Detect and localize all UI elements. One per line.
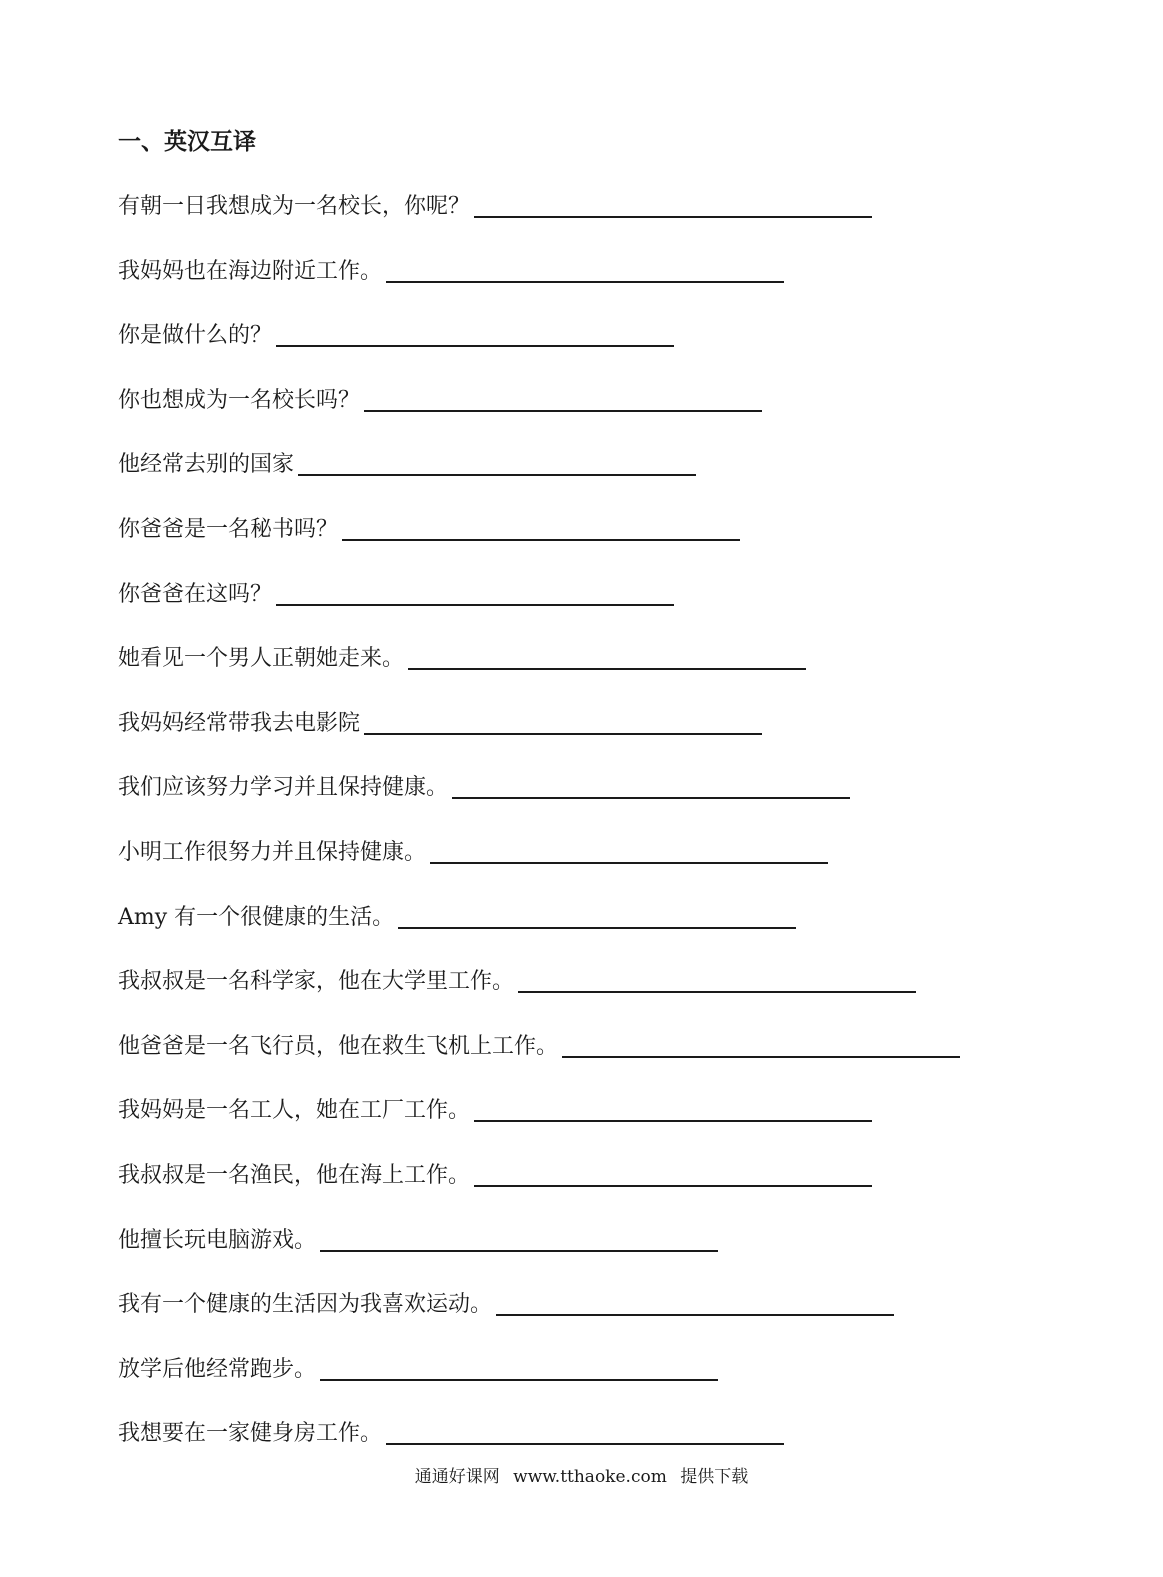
- footer-suffix: 提供下载: [680, 1467, 749, 1487]
- answer-blank[interactable]: [474, 1159, 872, 1187]
- item-prompt: 你是做什么的？: [118, 323, 273, 349]
- list-item: [118, 319, 1128, 384]
- section-title: 一、英汉互译: [118, 129, 256, 155]
- item-prompt: 我们应该努力学习并且保持健康。: [118, 775, 449, 801]
- answer-blank[interactable]: [342, 513, 740, 541]
- answer-blank[interactable]: [276, 578, 674, 606]
- list-item: [118, 1094, 1128, 1159]
- answer-blank[interactable]: [364, 707, 762, 735]
- translation-list: [118, 190, 1128, 1482]
- answer-blank[interactable]: [320, 1224, 718, 1252]
- item-prompt: 我妈妈是一名工人，她在工厂工作。: [118, 1098, 471, 1124]
- item-prompt: 我妈妈也在海边附近工作。: [118, 258, 383, 284]
- page-footer: [0, 1464, 1163, 1490]
- list-item: [118, 965, 1128, 1030]
- item-prompt: 他经常去别的国家: [118, 452, 295, 478]
- item-prompt: 我妈妈经常带我去电影院: [118, 710, 361, 736]
- list-item: [118, 1159, 1128, 1224]
- answer-blank[interactable]: [430, 836, 828, 864]
- answer-blank[interactable]: [452, 771, 850, 799]
- answer-blank[interactable]: [364, 384, 762, 412]
- list-item: [118, 255, 1128, 320]
- answer-blank[interactable]: [386, 1417, 784, 1445]
- list-item: [118, 642, 1128, 707]
- item-prompt: 我叔叔是一名渔民，他在海上工作。: [118, 1162, 471, 1188]
- footer-url[interactable]: www.tthaoke.com: [513, 1467, 667, 1487]
- list-item: [118, 578, 1128, 643]
- answer-blank[interactable]: [298, 448, 696, 476]
- item-prompt: 他爸爸是一名飞行员，他在救生飞机上工作。: [118, 1033, 559, 1059]
- list-item: [118, 190, 1128, 255]
- footer-site-name: 通通好课网: [414, 1467, 500, 1487]
- item-prompt: Amy 有一个很健康的生活。: [118, 904, 395, 930]
- list-item: [118, 1030, 1128, 1095]
- list-item: [118, 1353, 1128, 1418]
- item-prompt: 小明工作很努力并且保持健康。: [118, 839, 427, 865]
- list-item: [118, 513, 1128, 578]
- item-prompt: 有朝一日我想成为一名校长，你呢？: [118, 194, 471, 219]
- list-item: [118, 707, 1128, 772]
- list-item: [118, 448, 1128, 513]
- item-prompt: 你也想成为一名校长吗？: [118, 387, 361, 413]
- answer-blank[interactable]: [320, 1353, 718, 1381]
- list-item: [118, 901, 1128, 966]
- answer-blank[interactable]: [474, 1094, 872, 1122]
- item-prompt: 我有一个健康的生活因为我喜欢运动。: [118, 1292, 493, 1318]
- item-prompt: 我叔叔是一名科学家，他在大学里工作。: [118, 969, 515, 995]
- list-item: [118, 771, 1128, 836]
- list-item: [118, 1288, 1128, 1353]
- item-prompt: 你爸爸在这吗？: [118, 581, 273, 607]
- item-prompt: 他擅长玩电脑游戏。: [118, 1227, 317, 1253]
- answer-blank[interactable]: [408, 642, 806, 670]
- answer-blank[interactable]: [398, 901, 796, 929]
- answer-blank[interactable]: [562, 1030, 960, 1058]
- answer-blank[interactable]: [276, 319, 674, 347]
- item-prompt: 放学后他经常跑步。: [118, 1356, 317, 1382]
- item-prompt: 你爸爸是一名秘书吗？: [118, 516, 339, 542]
- list-item: [118, 836, 1128, 901]
- item-prompt: 她看见一个男人正朝她走来。: [118, 646, 405, 672]
- list-item: [118, 1224, 1128, 1289]
- answer-blank[interactable]: [474, 190, 872, 218]
- answer-blank[interactable]: [386, 255, 784, 283]
- answer-blank[interactable]: [496, 1288, 894, 1316]
- list-item: [118, 384, 1128, 449]
- answer-blank[interactable]: [518, 965, 916, 993]
- item-prompt: 我想要在一家健身房工作。: [118, 1421, 383, 1447]
